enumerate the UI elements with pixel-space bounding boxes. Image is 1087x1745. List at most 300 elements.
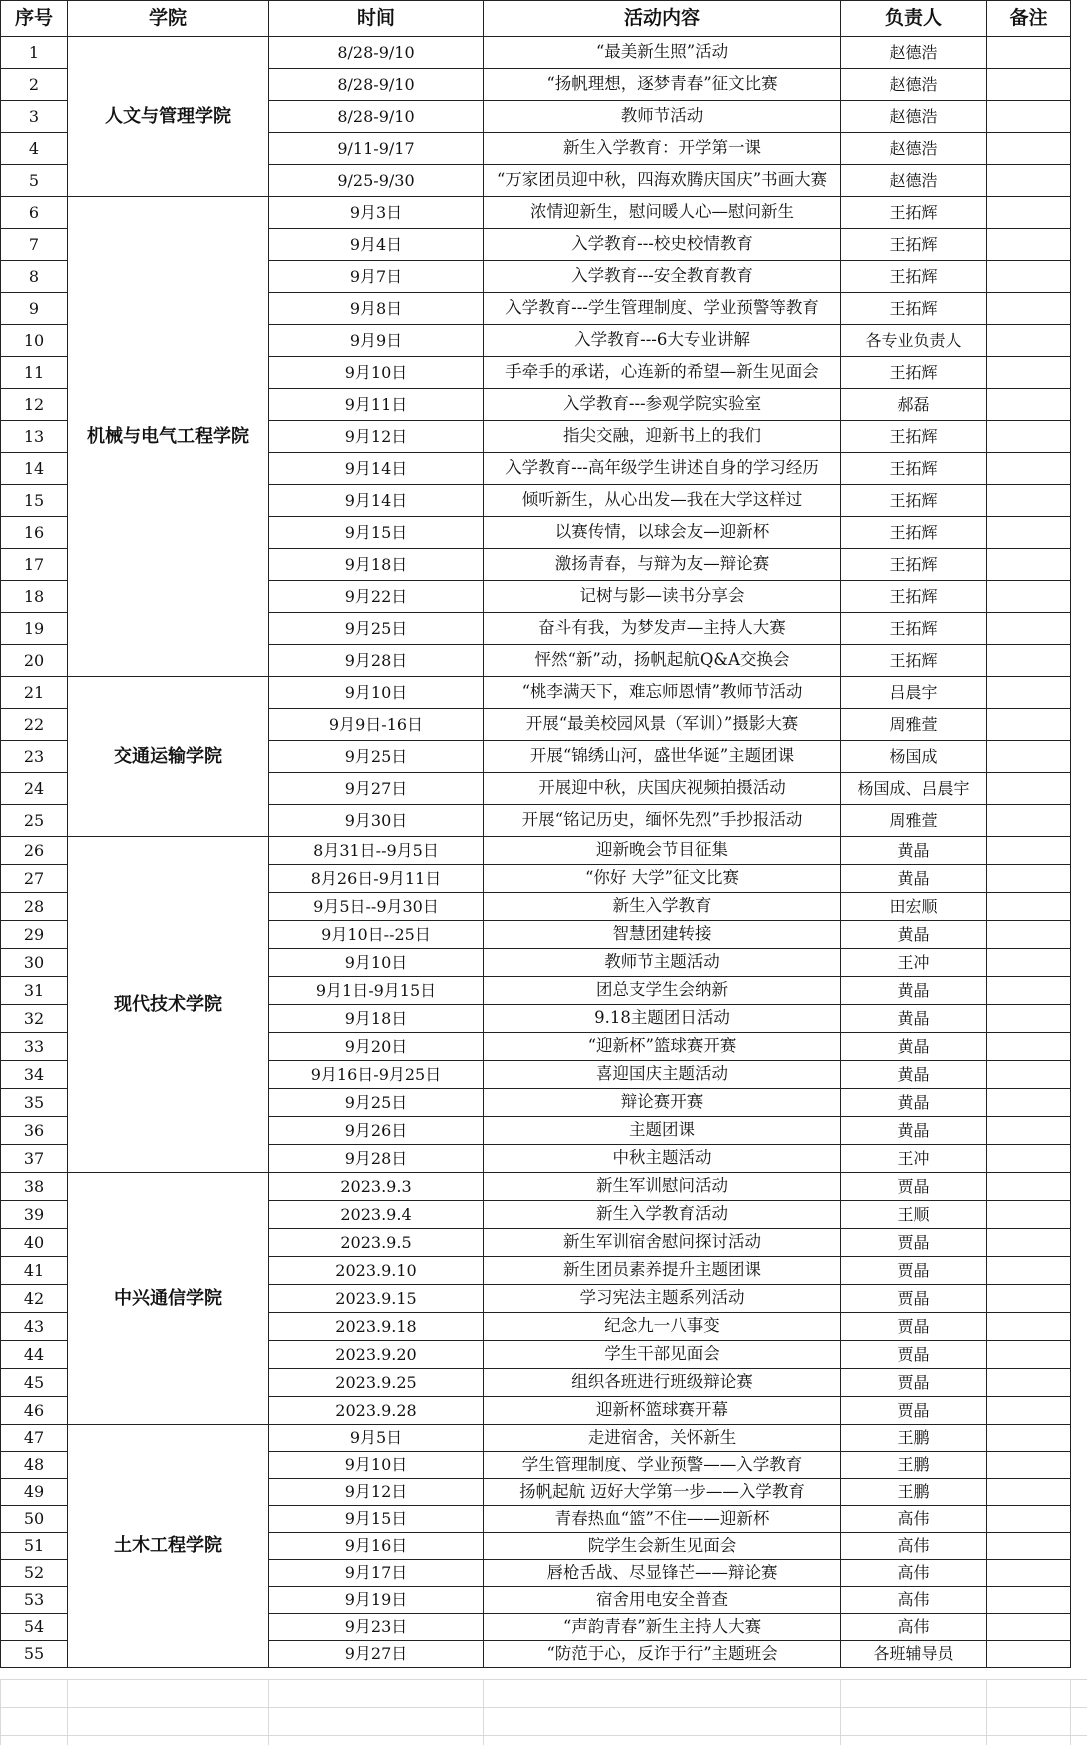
cell-activity[interactable]: 宿舍用电安全普查 (484, 1587, 841, 1614)
cell-remark[interactable] (987, 389, 1071, 421)
cell-remark[interactable] (987, 1587, 1071, 1614)
cell-time[interactable]: 9月23日 (269, 1614, 484, 1641)
cell-time[interactable]: 2023.9.20 (269, 1341, 484, 1369)
cell-activity[interactable]: 怦然“新”动，扬帆起航Q&A交换会 (484, 645, 841, 677)
cell-time[interactable]: 9月14日 (269, 453, 484, 485)
cell-owner[interactable]: 王拓辉 (841, 613, 987, 645)
cell-owner[interactable]: 王拓辉 (841, 485, 987, 517)
cell-remark[interactable] (987, 1560, 1071, 1587)
cell-owner[interactable]: 高伟 (841, 1506, 987, 1533)
cell-activity[interactable]: 手牵手的承诺，心连新的希望—新生见面会 (484, 357, 841, 389)
cell-index[interactable]: 38 (1, 1173, 68, 1201)
cell-owner[interactable]: 周雅萱 (841, 709, 987, 741)
cell-index[interactable]: 2 (1, 69, 68, 101)
cell-owner[interactable]: 各专业负责人 (841, 325, 987, 357)
cell-remark[interactable] (987, 1506, 1071, 1533)
cell-owner[interactable]: 贾晶 (841, 1173, 987, 1201)
cell-time[interactable]: 2023.9.25 (269, 1369, 484, 1397)
cell-index[interactable]: 23 (1, 741, 68, 773)
cell-activity[interactable]: 唇枪舌战、尽显锋芒——辩论赛 (484, 1560, 841, 1587)
cell-activity[interactable]: 新生入学教育活动 (484, 1201, 841, 1229)
cell-activity[interactable]: 迎新晚会节目征集 (484, 837, 841, 865)
cell-owner[interactable]: 王拓辉 (841, 197, 987, 229)
cell-remark[interactable] (987, 645, 1071, 677)
cell-index[interactable]: 34 (1, 1061, 68, 1089)
cell-index[interactable]: 28 (1, 893, 68, 921)
cell-index[interactable]: 5 (1, 165, 68, 197)
header-activity[interactable]: 活动内容 (484, 1, 841, 37)
cell-index[interactable]: 9 (1, 293, 68, 325)
cell-remark[interactable] (987, 1229, 1071, 1257)
cell-time[interactable]: 9月20日 (269, 1033, 484, 1061)
cell-remark[interactable] (987, 357, 1071, 389)
cell-activity[interactable]: 院学生会新生见面会 (484, 1533, 841, 1560)
cell-remark[interactable] (987, 1369, 1071, 1397)
cell-owner[interactable]: 高伟 (841, 1587, 987, 1614)
cell-owner[interactable]: 黄晶 (841, 1033, 987, 1061)
cell-owner[interactable]: 黄晶 (841, 865, 987, 893)
cell-index[interactable]: 55 (1, 1641, 68, 1668)
cell-index[interactable]: 30 (1, 949, 68, 977)
cell-remark[interactable] (987, 1313, 1071, 1341)
cell-time[interactable]: 9月28日 (269, 1145, 484, 1173)
cell-remark[interactable] (987, 293, 1071, 325)
cell-activity[interactable]: 开展迎中秋，庆国庆视频拍摄活动 (484, 773, 841, 805)
cell-remark[interactable] (987, 1341, 1071, 1369)
cell-time[interactable]: 9月25日 (269, 1089, 484, 1117)
cell-remark[interactable] (987, 1033, 1071, 1061)
cell-activity[interactable]: 喜迎国庆主题活动 (484, 1061, 841, 1089)
cell-index[interactable]: 47 (1, 1425, 68, 1452)
cell-activity[interactable]: 中秋主题活动 (484, 1145, 841, 1173)
cell-time[interactable]: 9月1日-9月15日 (269, 977, 484, 1005)
gridline (483, 1679, 484, 1745)
cell-owner[interactable]: 王拓辉 (841, 357, 987, 389)
cell-owner[interactable]: 黄晶 (841, 1117, 987, 1145)
cell-remark[interactable] (987, 165, 1071, 197)
cell-remark[interactable] (987, 1257, 1071, 1285)
cell-remark[interactable] (987, 893, 1071, 921)
cell-time[interactable]: 9月14日 (269, 485, 484, 517)
cell-index[interactable]: 36 (1, 1117, 68, 1145)
cell-time[interactable]: 9月15日 (269, 517, 484, 549)
cell-owner[interactable]: 各班辅导员 (841, 1641, 987, 1668)
cell-time[interactable]: 9月17日 (269, 1560, 484, 1587)
cell-activity[interactable]: “桃李满天下，难忘师恩情”教师节活动 (484, 677, 841, 709)
cell-remark[interactable] (987, 453, 1071, 485)
cell-activity[interactable]: 开展“锦绣山河，盛世华诞”主题团课 (484, 741, 841, 773)
cell-time[interactable]: 9月12日 (269, 1479, 484, 1506)
cell-activity[interactable]: 走进宿舍，关怀新生 (484, 1425, 841, 1452)
cell-activity[interactable]: 入学教育---高年级学生讲述自身的学习经历 (484, 453, 841, 485)
header-time[interactable]: 时间 (269, 1, 484, 37)
cell-time[interactable]: 9月5日--9月30日 (269, 893, 484, 921)
cell-time[interactable]: 8/28-9/10 (269, 69, 484, 101)
cell-time[interactable]: 9月25日 (269, 741, 484, 773)
cell-college[interactable]: 现代技术学院 (68, 837, 269, 1173)
cell-owner[interactable]: 贾晶 (841, 1313, 987, 1341)
cell-owner[interactable]: 王顺 (841, 1201, 987, 1229)
cell-activity[interactable]: 入学教育---安全教育教育 (484, 261, 841, 293)
header-row (1, 1, 1071, 37)
cell-remark[interactable] (987, 837, 1071, 865)
cell-remark[interactable] (987, 1479, 1071, 1506)
cell-index[interactable]: 33 (1, 1033, 68, 1061)
cell-index[interactable]: 48 (1, 1452, 68, 1479)
cell-index[interactable]: 3 (1, 101, 68, 133)
cell-owner[interactable]: 赵德浩 (841, 165, 987, 197)
cell-remark[interactable] (987, 949, 1071, 977)
cell-college[interactable]: 中兴通信学院 (68, 1173, 269, 1425)
gridline (986, 1679, 987, 1745)
cell-remark[interactable] (987, 517, 1071, 549)
cell-time[interactable]: 9月3日 (269, 197, 484, 229)
cell-college[interactable]: 土木工程学院 (68, 1425, 269, 1668)
cell-time[interactable]: 9月8日 (269, 293, 484, 325)
cell-index[interactable]: 43 (1, 1313, 68, 1341)
cell-index[interactable]: 26 (1, 837, 68, 865)
cell-time[interactable]: 9月25日 (269, 613, 484, 645)
cell-remark[interactable] (987, 1005, 1071, 1033)
cell-time[interactable]: 9月7日 (269, 261, 484, 293)
cell-owner[interactable]: 黄晶 (841, 837, 987, 865)
cell-college[interactable]: 机械与电气工程学院 (68, 197, 269, 677)
gridline (1070, 1679, 1071, 1745)
cell-index[interactable]: 49 (1, 1479, 68, 1506)
cell-index[interactable]: 16 (1, 517, 68, 549)
cell-index[interactable]: 54 (1, 1614, 68, 1641)
cell-remark[interactable] (987, 421, 1071, 453)
cell-remark[interactable] (987, 709, 1071, 741)
cell-index[interactable]: 53 (1, 1587, 68, 1614)
cell-remark[interactable] (987, 1285, 1071, 1313)
cell-owner[interactable]: 郝磊 (841, 389, 987, 421)
cell-remark[interactable] (987, 197, 1071, 229)
cell-remark[interactable] (987, 1614, 1071, 1641)
header-college[interactable]: 学院 (68, 1, 269, 37)
cell-index[interactable]: 40 (1, 1229, 68, 1257)
cell-activity[interactable]: 迎新杯篮球赛开幕 (484, 1397, 841, 1425)
cell-index[interactable]: 44 (1, 1341, 68, 1369)
cell-time[interactable]: 9月5日 (269, 1425, 484, 1452)
cell-index[interactable]: 45 (1, 1369, 68, 1397)
table-row (1, 37, 1071, 69)
cell-index[interactable]: 8 (1, 261, 68, 293)
cell-remark[interactable] (987, 741, 1071, 773)
cell-remark[interactable] (987, 261, 1071, 293)
cell-remark[interactable] (987, 1089, 1071, 1117)
header-index[interactable]: 序号 (1, 1, 68, 37)
cell-owner[interactable]: 田宏顺 (841, 893, 987, 921)
cell-index[interactable]: 50 (1, 1506, 68, 1533)
cell-index[interactable]: 6 (1, 197, 68, 229)
cell-remark[interactable] (987, 69, 1071, 101)
cell-owner[interactable]: 杨国成 (841, 741, 987, 773)
cell-time[interactable]: 9月10日 (269, 357, 484, 389)
cell-activity[interactable]: 新生军训慰问活动 (484, 1173, 841, 1201)
cell-index[interactable]: 13 (1, 421, 68, 453)
cell-owner[interactable]: 黄晶 (841, 977, 987, 1005)
cell-remark[interactable] (987, 805, 1071, 837)
cell-remark[interactable] (987, 37, 1071, 69)
cell-remark[interactable] (987, 977, 1071, 1005)
cell-index[interactable]: 21 (1, 677, 68, 709)
cell-owner[interactable]: 黄晶 (841, 1061, 987, 1089)
cell-index[interactable]: 25 (1, 805, 68, 837)
cell-index[interactable]: 51 (1, 1533, 68, 1560)
cell-remark[interactable] (987, 133, 1071, 165)
cell-activity[interactable]: 开展“铭记历史，缅怀先烈”手抄报活动 (484, 805, 841, 837)
cell-activity[interactable]: “最美新生照”活动 (484, 37, 841, 69)
cell-owner[interactable]: 赵德浩 (841, 101, 987, 133)
cell-owner[interactable]: 贾晶 (841, 1341, 987, 1369)
cell-index[interactable]: 7 (1, 229, 68, 261)
cell-index[interactable]: 17 (1, 549, 68, 581)
cell-owner[interactable]: 王鹏 (841, 1425, 987, 1452)
cell-remark[interactable] (987, 1641, 1071, 1668)
cell-activity[interactable]: “防范于心，反诈于行”主题班会 (484, 1641, 841, 1668)
cell-owner[interactable]: 贾晶 (841, 1285, 987, 1313)
cell-activity[interactable]: 新生入学教育：开学第一课 (484, 133, 841, 165)
cell-index[interactable]: 18 (1, 581, 68, 613)
table-row (1, 1173, 1071, 1201)
cell-time[interactable]: 2023.9.5 (269, 1229, 484, 1257)
cell-owner[interactable]: 王拓辉 (841, 581, 987, 613)
cell-owner[interactable]: 黄晶 (841, 921, 987, 949)
cell-activity[interactable]: 记树与影—读书分享会 (484, 581, 841, 613)
cell-activity[interactable]: “你好 大学”征文比赛 (484, 865, 841, 893)
cell-activity[interactable]: 入学教育---6大专业讲解 (484, 325, 841, 357)
cell-owner[interactable]: 赵德浩 (841, 133, 987, 165)
cell-index[interactable]: 39 (1, 1201, 68, 1229)
cell-remark[interactable] (987, 325, 1071, 357)
cell-activity[interactable]: 新生入学教育 (484, 893, 841, 921)
cell-owner[interactable]: 黄晶 (841, 1005, 987, 1033)
cell-index[interactable]: 52 (1, 1560, 68, 1587)
cell-activity[interactable]: 指尖交融，迎新书上的我们 (484, 421, 841, 453)
cell-remark[interactable] (987, 1173, 1071, 1201)
cell-owner[interactable]: 王拓辉 (841, 421, 987, 453)
cell-time[interactable]: 9月26日 (269, 1117, 484, 1145)
cell-activity[interactable]: “扬帆理想，逐梦青春”征文比赛 (484, 69, 841, 101)
cell-activity[interactable]: 智慧团建转接 (484, 921, 841, 949)
cell-remark[interactable] (987, 921, 1071, 949)
cell-activity[interactable]: 团总支学生会纳新 (484, 977, 841, 1005)
cell-index[interactable]: 41 (1, 1257, 68, 1285)
cell-index[interactable]: 1 (1, 37, 68, 69)
cell-time[interactable]: 9月10日 (269, 949, 484, 977)
cell-time[interactable]: 9月10日--25日 (269, 921, 484, 949)
cell-owner[interactable]: 王拓辉 (841, 293, 987, 325)
cell-activity[interactable]: 青春热血“篮”不住——迎新杯 (484, 1506, 841, 1533)
cell-owner[interactable]: 王冲 (841, 1145, 987, 1173)
cell-time[interactable]: 9月19日 (269, 1587, 484, 1614)
cell-time[interactable]: 2023.9.10 (269, 1257, 484, 1285)
cell-activity[interactable]: 纪念九一八事变 (484, 1313, 841, 1341)
cell-time[interactable]: 9月9日-16日 (269, 709, 484, 741)
cell-time[interactable]: 2023.9.18 (269, 1313, 484, 1341)
cell-index[interactable]: 42 (1, 1285, 68, 1313)
cell-owner[interactable]: 高伟 (841, 1614, 987, 1641)
cell-activity[interactable]: 教师节活动 (484, 101, 841, 133)
header-owner[interactable]: 负责人 (841, 1, 987, 37)
cell-time[interactable]: 2023.9.3 (269, 1173, 484, 1201)
cell-time[interactable]: 9月27日 (269, 1641, 484, 1668)
cell-activity[interactable]: “声韵青春”新生主持人大赛 (484, 1614, 841, 1641)
cell-remark[interactable] (987, 865, 1071, 893)
cell-remark[interactable] (987, 773, 1071, 805)
cell-activity[interactable]: “万家团员迎中秋，四海欢腾庆国庆”书画大赛 (484, 165, 841, 197)
cell-remark[interactable] (987, 1145, 1071, 1173)
empty-grid-area (0, 1679, 1087, 1745)
cell-activity[interactable]: 9.18主题团日活动 (484, 1005, 841, 1033)
cell-index[interactable]: 37 (1, 1145, 68, 1173)
gridline (840, 1679, 841, 1745)
cell-index[interactable]: 35 (1, 1089, 68, 1117)
cell-time[interactable]: 9月30日 (269, 805, 484, 837)
header-remark[interactable]: 备注 (987, 1, 1071, 37)
cell-owner[interactable]: 王拓辉 (841, 261, 987, 293)
table-row (1, 1425, 1071, 1452)
cell-activity[interactable]: 入学教育---校史校情教育 (484, 229, 841, 261)
cell-remark[interactable] (987, 101, 1071, 133)
cell-activity[interactable]: 浓情迎新生，慰问暖人心—慰问新生 (484, 197, 841, 229)
cell-time[interactable]: 9/11-9/17 (269, 133, 484, 165)
cell-owner[interactable]: 王拓辉 (841, 229, 987, 261)
cell-activity[interactable]: 新生团员素养提升主题团课 (484, 1257, 841, 1285)
cell-index[interactable]: 29 (1, 921, 68, 949)
cell-owner[interactable]: 赵德浩 (841, 37, 987, 69)
cell-index[interactable]: 4 (1, 133, 68, 165)
cell-index[interactable]: 27 (1, 865, 68, 893)
cell-activity[interactable]: 倾听新生，从心出发—我在大学这样过 (484, 485, 841, 517)
cell-time[interactable]: 9月22日 (269, 581, 484, 613)
cell-owner[interactable]: 王拓辉 (841, 645, 987, 677)
cell-owner[interactable]: 周雅萱 (841, 805, 987, 837)
cell-owner[interactable]: 王冲 (841, 949, 987, 977)
cell-time[interactable]: 8月31日--9月5日 (269, 837, 484, 865)
cell-time[interactable]: 2023.9.28 (269, 1397, 484, 1425)
cell-college[interactable]: 人文与管理学院 (68, 37, 269, 197)
cell-remark[interactable] (987, 1425, 1071, 1452)
cell-college[interactable]: 交通运输学院 (68, 677, 269, 837)
cell-remark[interactable] (987, 1452, 1071, 1479)
cell-activity[interactable]: 教师节主题活动 (484, 949, 841, 977)
cell-owner[interactable]: 贾晶 (841, 1369, 987, 1397)
cell-owner[interactable]: 王拓辉 (841, 453, 987, 485)
cell-owner[interactable]: 杨国成、吕晨宇 (841, 773, 987, 805)
cell-index[interactable]: 20 (1, 645, 68, 677)
cell-time[interactable]: 9月10日 (269, 677, 484, 709)
cell-index[interactable]: 46 (1, 1397, 68, 1425)
cell-time[interactable]: 2023.9.4 (269, 1201, 484, 1229)
cell-activity[interactable]: 学生干部见面会 (484, 1341, 841, 1369)
cell-index[interactable]: 31 (1, 977, 68, 1005)
cell-activity[interactable]: 主题团课 (484, 1117, 841, 1145)
cell-remark[interactable] (987, 1533, 1071, 1560)
cell-remark[interactable] (987, 485, 1071, 517)
cell-time[interactable]: 9月11日 (269, 389, 484, 421)
cell-time[interactable]: 9月27日 (269, 773, 484, 805)
cell-index[interactable]: 12 (1, 389, 68, 421)
cell-activity[interactable]: 以赛传情，以球会友—迎新杯 (484, 517, 841, 549)
cell-index[interactable]: 10 (1, 325, 68, 357)
table-row (1, 837, 1071, 865)
cell-owner[interactable]: 王拓辉 (841, 517, 987, 549)
cell-activity[interactable]: 奋斗有我，为梦发声—主持人大赛 (484, 613, 841, 645)
cell-index[interactable]: 14 (1, 453, 68, 485)
cell-time[interactable]: 9月28日 (269, 645, 484, 677)
cell-owner[interactable]: 贾晶 (841, 1229, 987, 1257)
cell-index[interactable]: 11 (1, 357, 68, 389)
cell-remark[interactable] (987, 1201, 1071, 1229)
cell-owner[interactable]: 高伟 (841, 1533, 987, 1560)
cell-time[interactable]: 9月18日 (269, 1005, 484, 1033)
cell-activity[interactable]: 学习宪法主题系列活动 (484, 1285, 841, 1313)
cell-activity[interactable]: 新生军训宿舍慰问探讨活动 (484, 1229, 841, 1257)
cell-time[interactable]: 9月12日 (269, 421, 484, 453)
cell-activity[interactable]: 扬帆起航 迈好大学第一步——入学教育 (484, 1479, 841, 1506)
cell-remark[interactable] (987, 581, 1071, 613)
cell-owner[interactable]: 吕晨宇 (841, 677, 987, 709)
cell-remark[interactable] (987, 229, 1071, 261)
cell-time[interactable]: 9月15日 (269, 1506, 484, 1533)
cell-time[interactable]: 9/25-9/30 (269, 165, 484, 197)
gridline (268, 1679, 269, 1745)
cell-time[interactable]: 9月18日 (269, 549, 484, 581)
cell-activity[interactable]: 学生管理制度、学业预警——入学教育 (484, 1452, 841, 1479)
cell-time[interactable]: 9月10日 (269, 1452, 484, 1479)
cell-owner[interactable]: 黄晶 (841, 1089, 987, 1117)
cell-owner[interactable]: 贾晶 (841, 1397, 987, 1425)
cell-index[interactable]: 15 (1, 485, 68, 517)
cell-activity[interactable]: 入学教育---学生管理制度、学业预警等教育 (484, 293, 841, 325)
cell-time[interactable]: 9月16日-9月25日 (269, 1061, 484, 1089)
cell-remark[interactable] (987, 613, 1071, 645)
cell-time[interactable]: 8/28-9/10 (269, 101, 484, 133)
cell-activity[interactable]: 开展“最美校园风景（军训）”摄影大赛 (484, 709, 841, 741)
cell-index[interactable]: 19 (1, 613, 68, 645)
cell-owner[interactable]: 赵德浩 (841, 69, 987, 101)
cell-activity[interactable]: 入学教育---参观学院实验室 (484, 389, 841, 421)
cell-time[interactable]: 9月16日 (269, 1533, 484, 1560)
cell-time[interactable]: 9月9日 (269, 325, 484, 357)
cell-index[interactable]: 24 (1, 773, 68, 805)
cell-time[interactable]: 8/28-9/10 (269, 37, 484, 69)
cell-remark[interactable] (987, 549, 1071, 581)
cell-remark[interactable] (987, 1117, 1071, 1145)
cell-owner[interactable]: 高伟 (841, 1560, 987, 1587)
cell-activity[interactable]: 组织各班进行班级辩论赛 (484, 1369, 841, 1397)
cell-time[interactable]: 8月26日-9月11日 (269, 865, 484, 893)
cell-time[interactable]: 2023.9.15 (269, 1285, 484, 1313)
cell-activity[interactable]: 激扬青春，与辩为友—辩论赛 (484, 549, 841, 581)
cell-index[interactable]: 22 (1, 709, 68, 741)
cell-owner[interactable]: 王鹏 (841, 1479, 987, 1506)
cell-remark[interactable] (987, 677, 1071, 709)
cell-remark[interactable] (987, 1397, 1071, 1425)
cell-owner[interactable]: 贾晶 (841, 1257, 987, 1285)
table-row (1, 197, 1071, 229)
cell-time[interactable]: 9月4日 (269, 229, 484, 261)
cell-activity[interactable]: “迎新杯”篮球赛开赛 (484, 1033, 841, 1061)
cell-activity[interactable]: 辩论赛开赛 (484, 1089, 841, 1117)
cell-owner[interactable]: 王拓辉 (841, 549, 987, 581)
cell-owner[interactable]: 王鹏 (841, 1452, 987, 1479)
table-row (1, 677, 1071, 709)
cell-index[interactable]: 32 (1, 1005, 68, 1033)
cell-remark[interactable] (987, 1061, 1071, 1089)
